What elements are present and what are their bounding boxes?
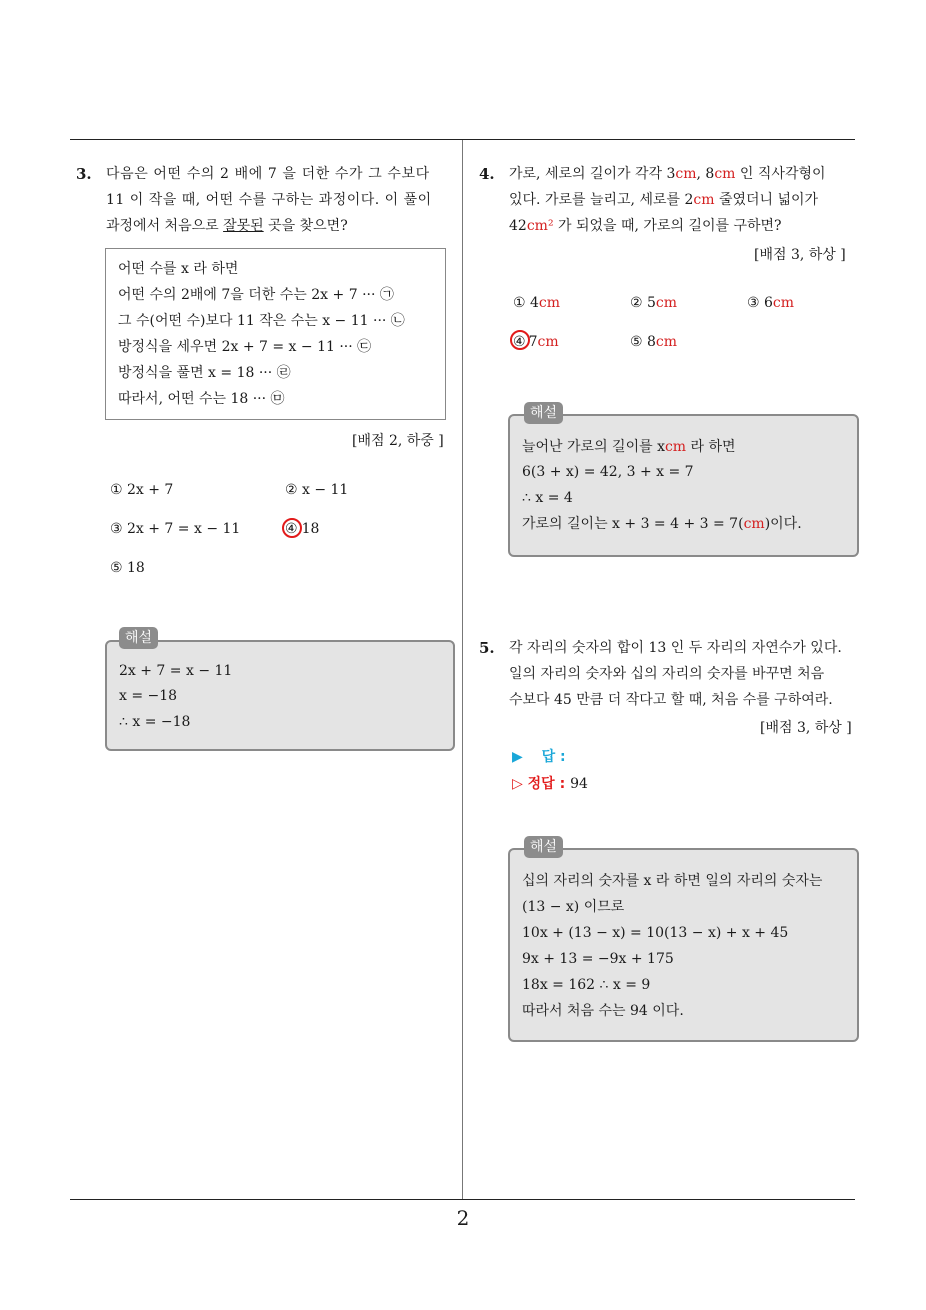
correct-answer-value: 94 bbox=[570, 776, 588, 792]
question-number: 4. bbox=[479, 165, 495, 183]
choice-3[interactable]: ③ 6cm bbox=[747, 295, 795, 311]
score-label: [배점 3, 하상 ] bbox=[760, 720, 852, 736]
solution-line: 십의 자리의 숫자를 x 라 하면 일의 자리의 숫자는 bbox=[522, 873, 823, 889]
question-text-line: 가로, 세로의 길이가 각각 3cm, 8cm 인 직사각형이 bbox=[509, 166, 826, 182]
choice-1[interactable]: ① 4cm bbox=[513, 295, 561, 311]
correct-answer-label: 정답 : bbox=[527, 776, 566, 792]
outline-play-icon: ▷ bbox=[512, 776, 523, 792]
correct-answer-row bbox=[512, 773, 588, 793]
procedure-line: 따라서, 어떤 수는 18 ··· ㉤ bbox=[118, 391, 285, 407]
solution-line: 가로의 길이는 x + 3 = 4 + 3 = 7(cm)이다. bbox=[522, 516, 802, 532]
question-number: 5. bbox=[479, 639, 495, 657]
play-icon: ▶ bbox=[512, 749, 523, 765]
score-label: [배점 2, 하중 ] bbox=[352, 433, 444, 449]
solution-box bbox=[508, 848, 859, 1042]
solution-tag: 해설 bbox=[524, 402, 563, 424]
procedure-line: 그 수(어떤 수)보다 11 작은 수는 x − 11 ··· ㉡ bbox=[118, 313, 405, 329]
solution-line: 10x + (13 − x) = 10(13 − x) + x + 45 bbox=[522, 925, 789, 941]
choice-1[interactable]: ① 2x + 7 bbox=[110, 482, 174, 498]
bottom-rule bbox=[70, 1199, 855, 1200]
question-text-line: 있다. 가로를 늘리고, 세로를 2cm 줄였더니 넓이가 bbox=[509, 192, 819, 208]
choice-4[interactable]: ④ 7cm bbox=[513, 334, 559, 350]
choice-4[interactable]: ④ 18 bbox=[285, 521, 320, 537]
question-number: 3. bbox=[76, 165, 92, 183]
question-text-line: 다음은 어떤 수의 2 배에 7 을 더한 수가 그 수보다 bbox=[106, 166, 430, 182]
choice-5[interactable]: ⑤ 18 bbox=[110, 560, 145, 576]
question-text-line: 과정에서 처음으로 잘못된 곳을 찾으면? bbox=[106, 218, 348, 234]
underlined-word: 잘못된 bbox=[223, 218, 264, 234]
solution-line: 6(3 + x) = 42, 3 + x = 7 bbox=[522, 464, 694, 480]
solution-line: ∴ x = −18 bbox=[119, 714, 191, 730]
procedure-box bbox=[105, 248, 446, 420]
solution-line: 18x = 162 ∴ x = 9 bbox=[522, 977, 651, 993]
procedure-line: 방정식을 풀면 x = 18 ··· ㉣ bbox=[118, 365, 291, 381]
solution-line: ∴ x = 4 bbox=[522, 490, 573, 506]
solution-line: (13 − x) 이므로 bbox=[522, 899, 625, 915]
solution-line: 늘어난 가로의 길이를 xcm 라 하면 bbox=[522, 439, 736, 455]
question-text-line: 일의 자리의 숫자와 십의 자리의 숫자를 바꾸면 처음 bbox=[509, 666, 825, 682]
question-text-line: 수보다 45 만큼 더 작다고 할 때, 처음 수를 구하여라. bbox=[509, 692, 833, 708]
choice-2[interactable]: ② 5cm bbox=[630, 295, 678, 311]
solution-tag: 해설 bbox=[524, 836, 563, 858]
solution-tag: 해설 bbox=[119, 627, 158, 649]
score-label: [배점 3, 하상 ] bbox=[754, 247, 846, 263]
procedure-line: 어떤 수의 2배에 7을 더한 수는 2x + 7 ··· ㉠ bbox=[118, 287, 394, 303]
question-text-line: 42cm² 가 되었을 때, 가로의 길이를 구하면? bbox=[509, 218, 782, 234]
choice-3[interactable]: ③ 2x + 7 = x − 11 bbox=[110, 521, 241, 537]
solution-line: x = −18 bbox=[119, 688, 178, 704]
procedure-line: 방정식을 세우면 2x + 7 = x − 11 ··· ㉢ bbox=[118, 339, 372, 355]
solution-box bbox=[508, 414, 859, 557]
question-text-line: 11 이 작을 때, 어떤 수를 구하는 과정이다. 이 풀이 bbox=[106, 192, 432, 208]
solution-line: 2x + 7 = x − 11 bbox=[119, 663, 233, 679]
page-number: 2 bbox=[456, 1206, 470, 1230]
answer-row bbox=[512, 746, 566, 766]
solution-line: 9x + 13 = −9x + 175 bbox=[522, 951, 674, 967]
question-text-line: 각 자리의 숫자의 합이 13 인 두 자리의 자연수가 있다. bbox=[509, 640, 842, 656]
solution-box bbox=[105, 640, 455, 751]
procedure-line: 어떤 수를 x 라 하면 bbox=[118, 261, 239, 277]
answer-label: 답 : bbox=[541, 749, 566, 765]
choice-2[interactable]: ② x − 11 bbox=[285, 482, 349, 498]
solution-line: 따라서 처음 수는 94 이다. bbox=[522, 1003, 684, 1019]
column-divider bbox=[462, 140, 463, 1200]
choice-5[interactable]: ⑤ 8cm bbox=[630, 334, 678, 350]
